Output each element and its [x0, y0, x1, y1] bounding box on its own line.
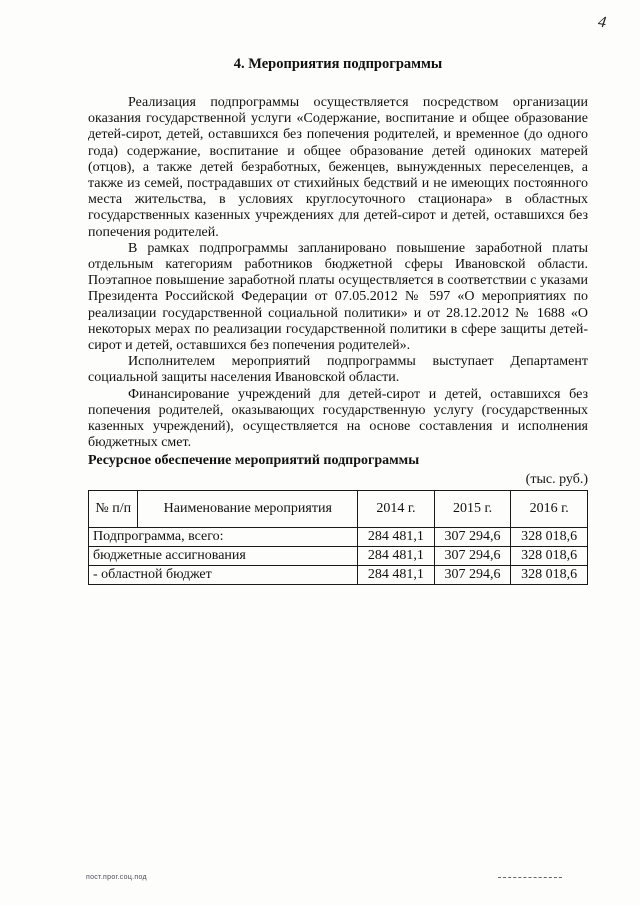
- table-row-subprogram-total: [89, 527, 588, 546]
- row-value-2016: 328 018,6: [511, 546, 588, 565]
- row-value-2014: 284 481,1: [358, 546, 435, 565]
- table-header-row: [89, 490, 588, 527]
- paragraph-salary-increase: В рамках подпрограммы запланировано повышение заработной платы отдельным категориям работников бюджетной сферы Ивановской области. Поэтапное повышение заработной платы осуществляется в соответствии с указами Президента Российской Федерации от 07.05.2012 № 597 «О мероприятиях по реализации государственной социальной политики» и от 28.12.2012 № 1688 «О некоторых мерах по реализации государственной политики в сфере защиты детей-сирот и детей, оставшихся без попечения родителей».: [88, 240, 588, 354]
- footer-mark-line: [498, 877, 562, 878]
- table-header-measure-name: Наименование мероприятия: [138, 490, 358, 527]
- document-title: 4. Мероприятия подпрограммы: [233, 56, 443, 72]
- row-value-2016: 328 018,6: [511, 565, 588, 584]
- footer-document-code: пост.прог.соц.под: [86, 874, 147, 881]
- table-header-2015: 2015 г.: [434, 490, 511, 527]
- table-header-2014: 2014 г.: [358, 490, 435, 527]
- row-value-2014: 284 481,1: [358, 527, 435, 546]
- row-value-2014: 284 481,1: [358, 565, 435, 584]
- paragraph-financing: Финансирование учреждений для детей-сирот и детей, оставшихся без попечения родителей, оказывающих государственную услугу (государственных казенных учреждений), осуществляется на основе составления и исполнения бюджетных смет.: [88, 386, 588, 451]
- table-row-budget-allocations: [89, 546, 588, 565]
- table-header-num: № п/п: [89, 490, 138, 527]
- table-header-2016: 2016 г.: [511, 490, 588, 527]
- resource-table: [88, 490, 588, 585]
- row-value-2015: 307 294,6: [434, 546, 511, 565]
- paragraph-realization: Реализация подпрограммы осуществляется посредством организации оказания государственной услуги «Содержание, воспитание и общее образование детей-сирот, детей, оставшихся без попечения родителей, и временное (до одного года) содержание, воспитание и общее образование детей одиноких матерей (отцов), а также детей безработных, беженцев, вынужденных переселенцев, а также из семей, пострадавших от стихийных бедствий и не имеющих постоянного места жительства, в условиях круглосуточного стационара» в областных государственных казенных учреждениях для детей-сирот и детей, оставшихся без попечения родителей.: [88, 95, 588, 240]
- handwritten-page-number: 4: [596, 13, 608, 32]
- row-value-2015: 307 294,6: [434, 565, 511, 584]
- row-value-2016: 328 018,6: [511, 527, 588, 546]
- row-value-2015: 307 294,6: [434, 527, 511, 546]
- table-row-regional-budget: [89, 565, 588, 584]
- section-heading-resources: Ресурсное обеспечение мероприятий подпрограммы: [88, 453, 420, 469]
- row-name: Подпрограмма, всего:: [89, 527, 358, 546]
- row-name: - областной бюджет: [89, 565, 358, 584]
- paragraph-executor: Исполнителем мероприятий подпрограммы выступает Департамент социальной защиты населения Ивановской области.: [88, 354, 588, 386]
- row-name: бюджетные ассигнования: [89, 546, 358, 565]
- units-note: (тыс. руб.): [525, 471, 588, 487]
